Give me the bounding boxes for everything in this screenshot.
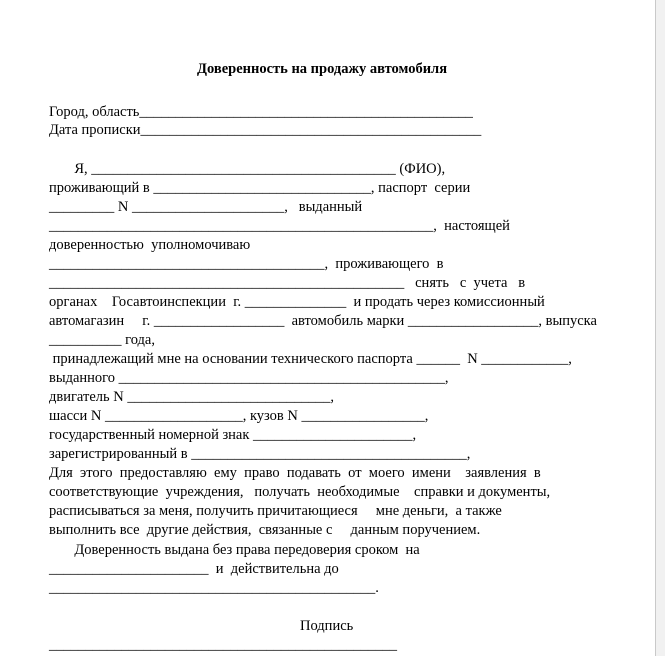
rights-paragraph-line-3: расписываться за меня, получить причитающиеся мне деньги, а также xyxy=(49,503,502,519)
rights-paragraph-line-2: соответствующие учреждения, получать необходимые справки и документы, xyxy=(49,484,551,500)
valid-until-blank: _____________________________________________. xyxy=(49,580,379,596)
signature-label: Подпись xyxy=(300,618,354,634)
license-plate-line: государственный номерной знак ______________________, xyxy=(49,427,417,443)
issued-by-line: _____________________________________________________, настоящей xyxy=(49,218,510,234)
registration-date-field: Дата прописки_______________________________________________ xyxy=(49,122,482,138)
traffic-police-line: органах Госавтоинспекции г. ______________ и продать через комиссионный xyxy=(49,294,545,310)
deregister-line: _________________________________________________ снять с учета в xyxy=(49,275,526,291)
fullname-field: Я, __________________________________________ (ФИО), xyxy=(49,161,446,177)
attorney-name-line: ______________________________________, проживающего в xyxy=(49,256,444,272)
residence-passport-line: проживающий в ______________________________, паспорт серии xyxy=(49,180,471,196)
car-make-line: автомагазин г. __________________ автомобиль марки __________________, выпуска xyxy=(49,313,597,329)
signature-line: ________________________________________________ xyxy=(49,637,397,653)
city-region-field: Город, область______________________________________________ xyxy=(49,104,473,120)
document-title: Доверенность на продажу автомобиля xyxy=(197,61,448,77)
engine-number-line: двигатель N ____________________________, xyxy=(49,389,334,405)
rights-paragraph-line-1: Для этого предоставляю ему право подавать от моего имени заявления в xyxy=(49,465,541,481)
chassis-body-line: шасси N ___________________, кузов N _________________, xyxy=(49,408,429,424)
page-edge xyxy=(655,0,665,656)
year-line: __________ года, xyxy=(49,332,155,348)
validity-line: Доверенность выдана без права передоверия сроком на xyxy=(49,542,420,558)
authorize-line: доверенностью уполномочиваю xyxy=(49,237,251,253)
issued-line: выданного _____________________________________________, xyxy=(49,370,449,386)
tech-passport-line: принадлежащий мне на основании технического паспорта ______ N ____________, xyxy=(49,351,572,367)
valid-until-line: ______________________ и действительна до xyxy=(49,561,339,577)
rights-paragraph-line-4: выполнить все другие действия, связанные с данным поручением. xyxy=(49,522,481,538)
registered-in-line: зарегистрированный в ______________________________________, xyxy=(49,446,471,462)
passport-number-line: _________ N _____________________, выданный xyxy=(49,199,363,215)
